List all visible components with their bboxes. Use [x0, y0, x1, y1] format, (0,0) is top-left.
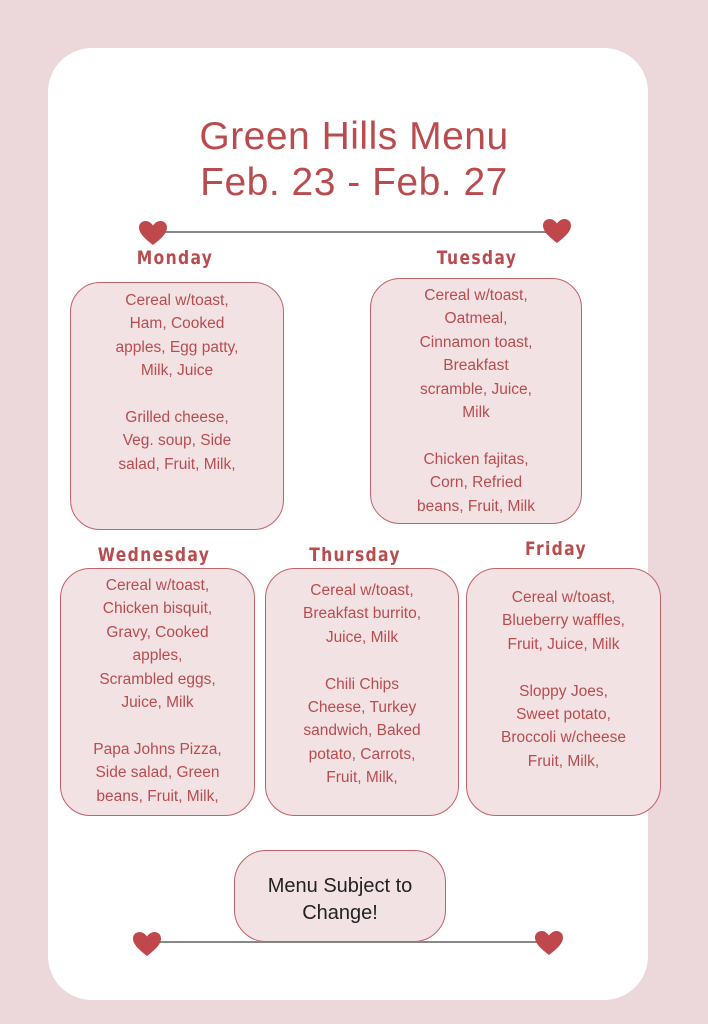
menu-line: Milk [462, 404, 490, 422]
menu-line: apples, Egg patty, [115, 338, 239, 356]
menu-line: Ham, Cooked [129, 315, 225, 333]
menu-box-friday [466, 568, 661, 816]
menu-line: Blueberry waffles, [502, 612, 625, 630]
breakfast-items [61, 574, 254, 714]
notice-line-1: Menu Subject to [267, 875, 413, 897]
menu-line: sandwich, Baked [303, 722, 421, 740]
menu-line: beans, Fruit, Milk, [96, 787, 219, 805]
lunch-items [61, 738, 254, 808]
breakfast-items [71, 289, 283, 383]
date-range: Feb. 23 - Feb. 27 [200, 161, 508, 204]
lunch-items [467, 680, 660, 774]
title-line-1: Green Hills Menu [199, 115, 509, 158]
menu-line: Cereal w/toast, [310, 582, 414, 599]
menu-line: Cereal w/toast, [424, 287, 528, 304]
menu-line: Fruit, Milk, [326, 769, 398, 787]
menu-line: Breakfast burrito, [302, 605, 422, 623]
notice-line-2: Change! [302, 902, 378, 924]
menu-line: Juice, Milk [121, 694, 194, 712]
top-divider [160, 231, 550, 233]
menu-line: Chicken fajitas, [423, 450, 529, 468]
menu-line: Grilled cheese, [125, 409, 229, 427]
menu-notice [234, 850, 446, 942]
menu-box-tuesday [370, 278, 582, 524]
lunch-items [371, 448, 581, 518]
menu-line: Fruit, Juice, Milk [507, 635, 620, 653]
menu-line: Side salad, Green [95, 764, 220, 782]
menu-line: Juice, Milk [325, 628, 399, 646]
menu-line: Breakfast [443, 357, 509, 375]
menu-line: Milk, Juice [140, 362, 214, 380]
day-heading-friday: Friday [525, 538, 587, 560]
page-title [0, 114, 708, 206]
menu-line: Cereal w/toast, [511, 589, 616, 606]
breakfast-items [467, 586, 660, 656]
menu-line: Oatmeal, [444, 310, 508, 328]
menu-line: Scrambled eggs, [99, 670, 216, 688]
heart-icon [138, 220, 168, 246]
menu-line: Veg. soup, Side [122, 432, 232, 450]
menu-line: Gravy, Cooked [106, 623, 209, 641]
menu-box-thursday [265, 568, 459, 816]
day-heading-tuesday: Tuesday [436, 247, 518, 269]
menu-line: Sweet potato, [516, 706, 611, 724]
lunch-items [266, 673, 458, 790]
day-heading-thursday: Thursday [309, 544, 401, 566]
menu-line: Cheese, Turkey [307, 699, 417, 717]
heart-icon [132, 931, 162, 957]
menu-line: Sloppy Joes, [519, 682, 608, 700]
breakfast-items [371, 284, 581, 424]
menu-line: Cereal w/toast, [125, 292, 229, 309]
heart-icon [534, 930, 564, 956]
menu-line: Broccoli w/cheese [501, 729, 626, 747]
menu-line: scramble, Juice, [420, 380, 532, 398]
menu-line: Chili Chips [324, 675, 400, 693]
menu-line: Cereal w/toast, [105, 577, 210, 594]
breakfast-items [266, 579, 458, 649]
day-heading-wednesday: Wednesday [97, 544, 211, 566]
menu-line: Cinnamon toast, [419, 333, 533, 351]
menu-box-wednesday [60, 568, 255, 816]
menu-line: apples, [132, 647, 183, 665]
menu-box-monday [70, 282, 284, 530]
menu-line: Fruit, Milk, [527, 752, 600, 770]
day-heading-monday: Monday [136, 247, 214, 269]
menu-line: Papa Johns Pizza, [93, 740, 222, 758]
menu-line: Corn, Refried [429, 474, 523, 492]
heart-icon [542, 218, 572, 244]
menu-line: beans, Fruit, Milk [416, 497, 535, 515]
menu-line: Chicken bisquit, [102, 600, 213, 618]
menu-line: potato, Carrots, [308, 745, 416, 763]
lunch-items [71, 406, 283, 476]
menu-line: salad, Fruit, Milk, [118, 455, 236, 473]
